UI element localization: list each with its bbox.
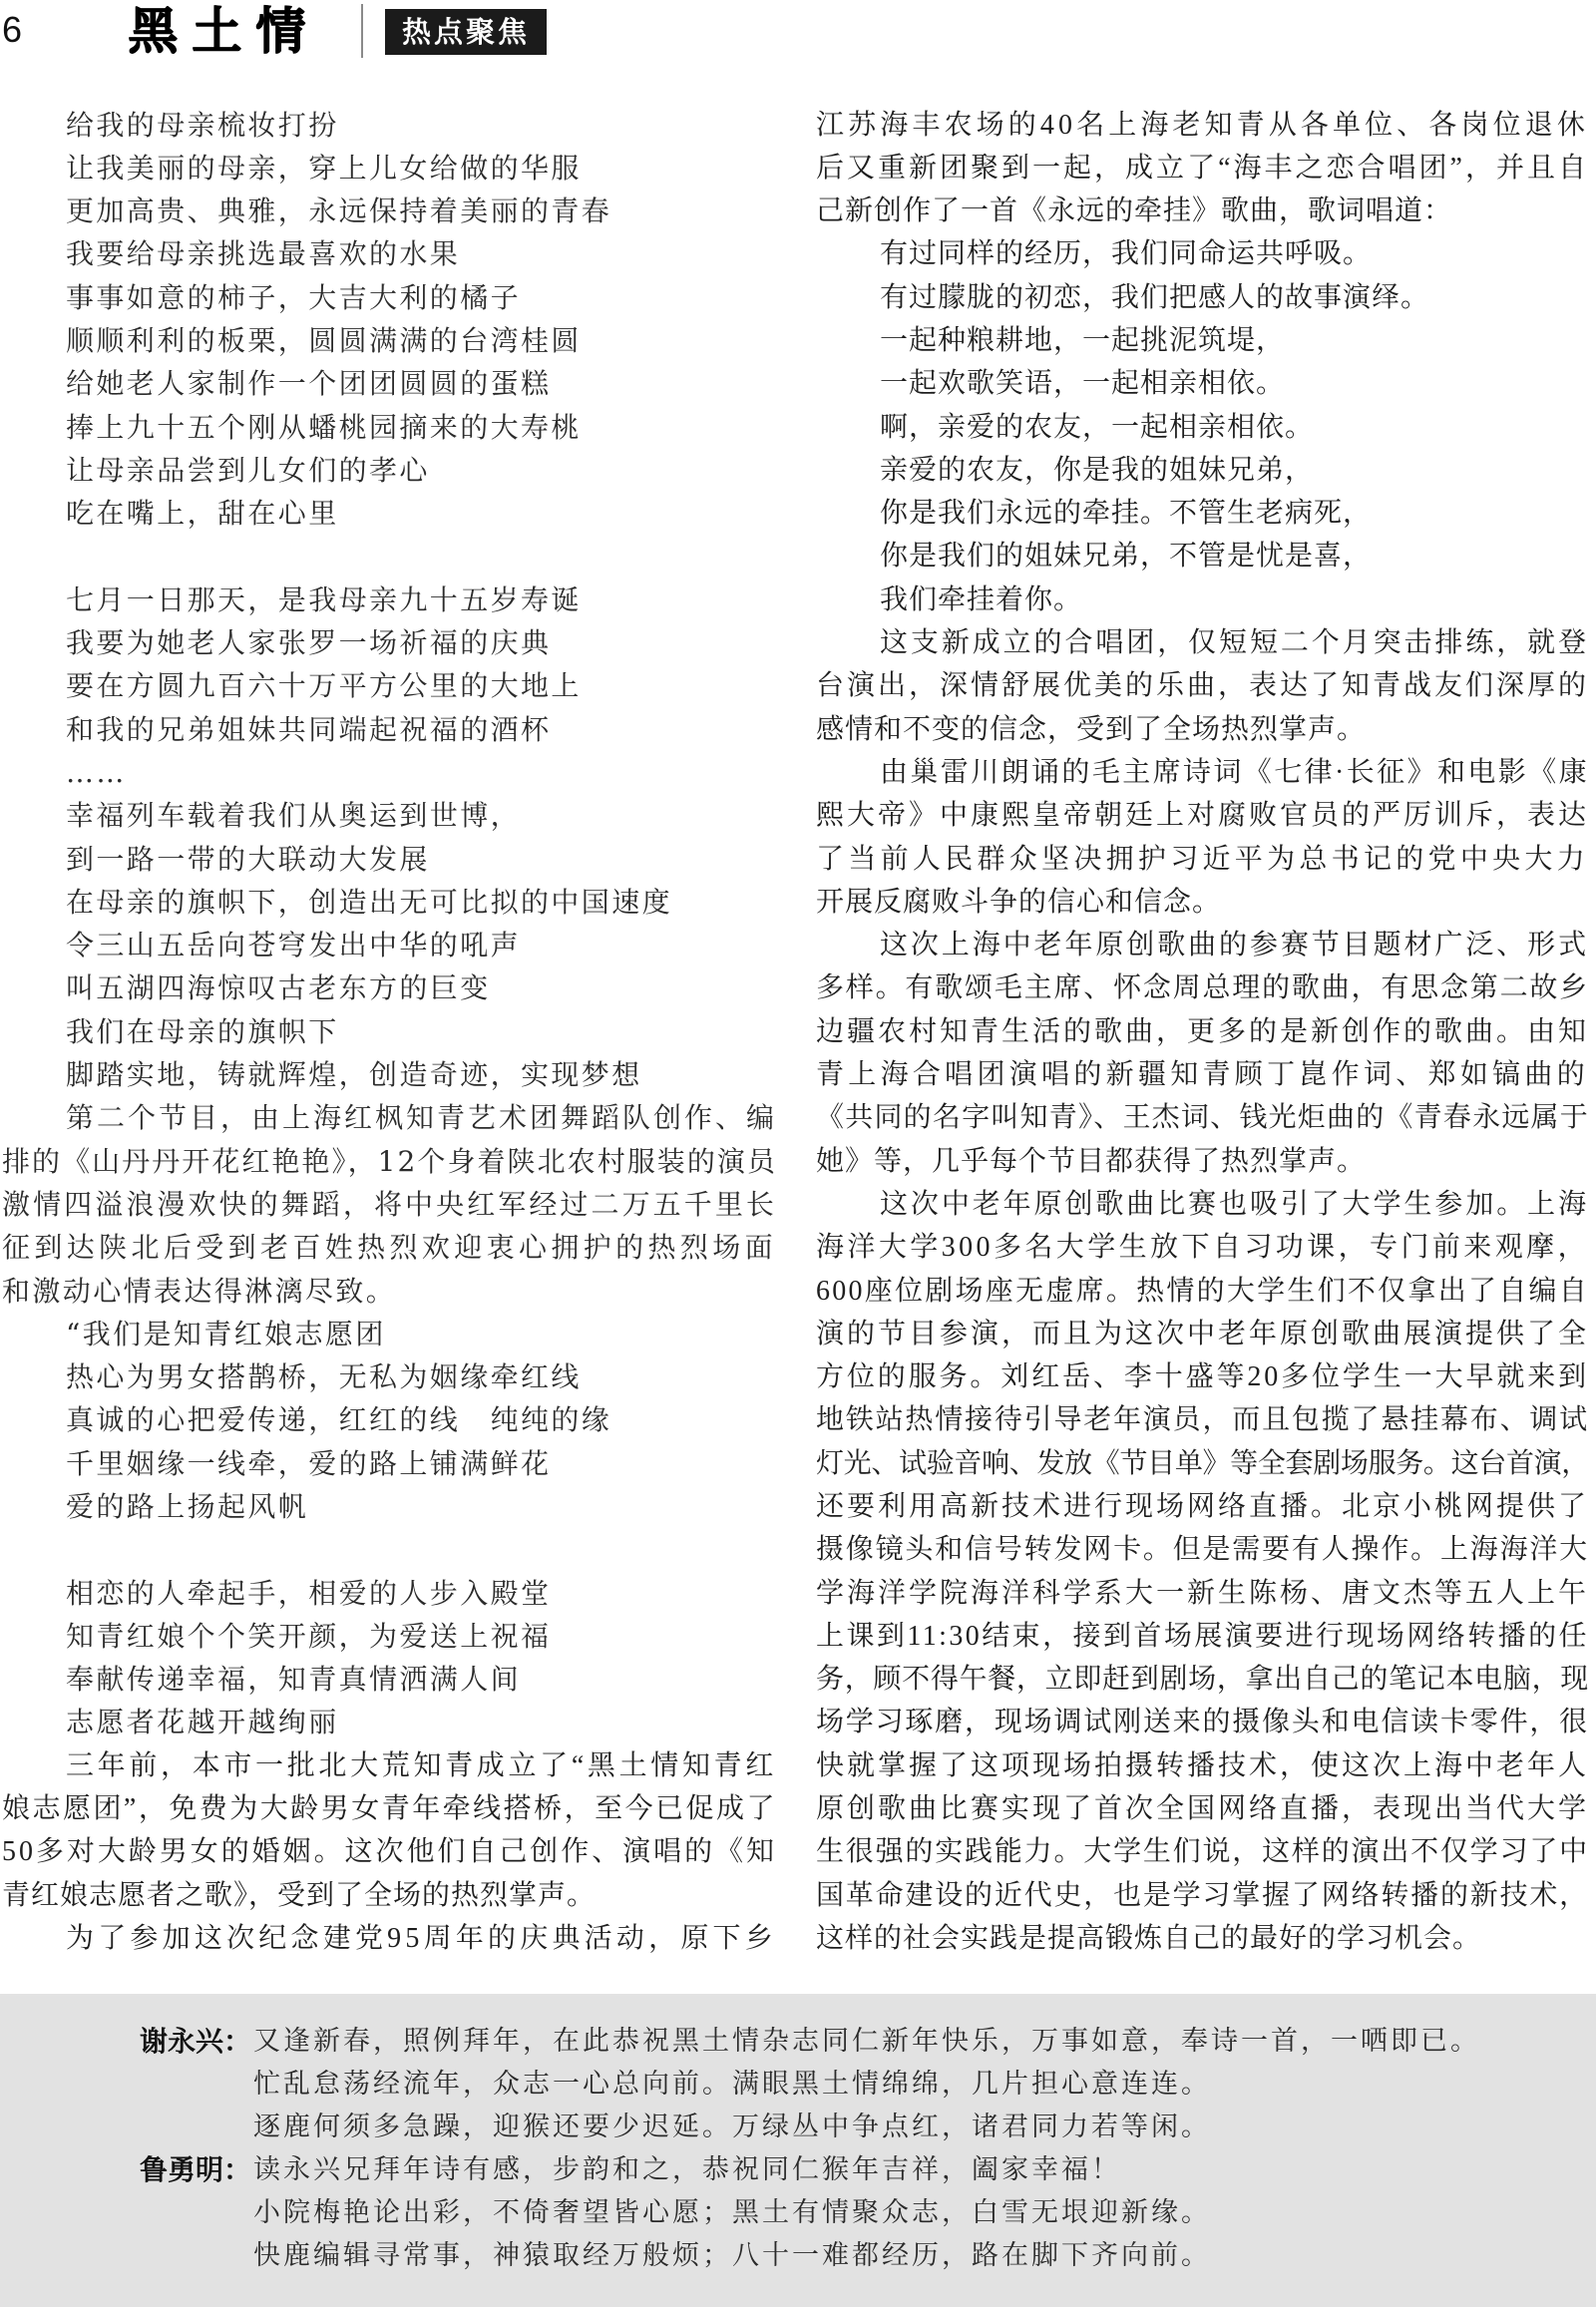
paragraph-line: 地铁站热情接待引导老年演员，而且包揽了悬挂幕布、调试 bbox=[816, 1404, 1589, 1436]
poem-line: 七月一日那天，是我母亲九十五岁寿诞 bbox=[66, 582, 582, 616]
poem-stanza bbox=[2, 578, 779, 1097]
greeting-poem bbox=[253, 2020, 1576, 2148]
paragraph-line: 了当前人民群众坚决拥护习近平为总书记的党中央大力 bbox=[816, 843, 1589, 875]
poem-line: 要在方圆九百六十万平方公里的大地上 bbox=[66, 669, 582, 703]
paragraph-line: 还要利用高新技术进行现场网络直播。北京小桃网提供了 bbox=[816, 1491, 1589, 1522]
article-paragraph bbox=[816, 621, 1591, 751]
header-divider bbox=[361, 4, 363, 58]
paragraph-line: 务，顾不得午餐，立即赶到剧场，拿出自己的笔记本电脑，现 bbox=[816, 1664, 1589, 1696]
poem-line: 给我的母亲梳妆打扮 bbox=[66, 108, 339, 142]
poem-line: 吃在嘴上，甜在心里 bbox=[66, 497, 339, 531]
article-paragraph bbox=[2, 1744, 779, 1917]
greeting-entry bbox=[140, 2148, 1576, 2277]
greeting-entry bbox=[140, 2020, 1576, 2148]
paragraph-line: 娘志愿团”，免费为大龄男女青年牵线搭桥，至今已促成了 bbox=[2, 1793, 777, 1825]
paragraph-line: 国革命建设的近代史，也是学习掌握了网络转播的新技术， bbox=[816, 1879, 1589, 1911]
paragraph-line: 灯光、试验音响、发放《节目单》等全套剧场服务。这台首演， bbox=[816, 1447, 1589, 1479]
paragraph-line: 方位的服务。刘红岳、李十盛等20多位学生一大早就来到 bbox=[816, 1361, 1589, 1393]
greeting-line: 小院梅艳论出彩，不倚奢望皆心愿；黑土有情聚众志，白雪无垠迎新缘。 bbox=[253, 2197, 1211, 2228]
lyric-line: 你是我们永远的牵挂。不管生老病死， bbox=[880, 498, 1373, 530]
right-column bbox=[816, 104, 1591, 1961]
poem-line: 幸福列车载着我们从奥运到世博， bbox=[66, 799, 522, 833]
paragraph-line: 生很强的实践能力。大学生们说，这样的演出不仅学习了中 bbox=[816, 1836, 1589, 1868]
lyric-line: 一起欢歌笑语，一起相亲相依。 bbox=[880, 368, 1286, 400]
poem-line: 脚踏实地，铸就辉煌，创造奇迹，实现梦想 bbox=[66, 1058, 642, 1092]
greeting-line: 逐鹿何须多急躁，迎猴还要少迟延。万绿丛中争点红，诸君同力若等闲。 bbox=[253, 2112, 1211, 2142]
paragraph-line: 多样。有歌颂毛主席、怀念周总理的歌曲，有思念第二故乡 bbox=[816, 972, 1589, 1004]
greeting-poem bbox=[253, 2148, 1576, 2277]
poem-line: 叫五湖四海惊叹古老东方的巨变 bbox=[66, 971, 491, 1005]
paragraph-line: 征到达陕北后受到老百姓热烈欢迎衷心拥护的热烈场面 bbox=[2, 1231, 777, 1265]
new-year-greetings-box bbox=[0, 1994, 1596, 2307]
magazine-logo: 黑土情 bbox=[128, 1, 319, 60]
paragraph-line: 为了参加这次纪念建党95周年的庆典活动，原下乡 bbox=[66, 1922, 777, 1954]
paragraph-line: 学海洋学院海洋科学系大一新生陈杨、唐文杰等五人上午 bbox=[816, 1577, 1589, 1609]
poem-line: 爱的路上扬起风帆 bbox=[66, 1490, 309, 1523]
lyric-line: 啊，亲爱的农友，一起相亲相依。 bbox=[880, 411, 1315, 443]
poem-line: 捧上九十五个刚从蟠桃园摘来的大寿桃 bbox=[66, 410, 582, 444]
author-name: 谢永兴： bbox=[140, 2025, 252, 2058]
article-paragraph bbox=[816, 751, 1591, 924]
poem-line: 让我美丽的母亲，穿上儿女给做的华服 bbox=[66, 151, 582, 185]
poem-line: 真诚的心把爱传递，红红的线 纯纯的缘 bbox=[66, 1403, 612, 1437]
poem-line: 事事如意的柿子，大吉大利的橘子 bbox=[66, 280, 522, 314]
poem-line: 我们在母亲的旗帜下 bbox=[66, 1014, 339, 1048]
paragraph-line: 和激动心情表达得淋漓尽致。 bbox=[2, 1274, 397, 1308]
author-name: 鲁勇明： bbox=[140, 2153, 252, 2186]
poem-line: 千里姻缘一线牵，爱的路上铺满鲜花 bbox=[66, 1446, 552, 1480]
greetings-list bbox=[140, 2020, 1576, 2277]
poem-line: 和我的兄弟姐妹共同端起祝福的酒杯 bbox=[66, 712, 552, 746]
paragraph-line: 这次上海中老年原创歌曲的参赛节目题材广泛、形式 bbox=[880, 930, 1589, 961]
poem-line: 到一路一带的大联动大发展 bbox=[66, 842, 430, 876]
lyric-line: 有过同样的经历，我们同命运共呼吸。 bbox=[880, 238, 1373, 270]
article-paragraph bbox=[816, 1183, 1591, 1960]
poem-stanza bbox=[2, 1313, 779, 1528]
paragraph-line: 海洋大学300多名大学生放下自习功课，专门前来观摩， bbox=[816, 1232, 1589, 1264]
poem-line: 我要为她老人家张罗一场祈福的庆典 bbox=[66, 626, 552, 660]
paragraph-line: 上课到11:30结束，接到首场展演要进行现场网络转播的任 bbox=[816, 1620, 1589, 1652]
poem-line: 奉献传递幸福，知青真情洒满人间 bbox=[66, 1663, 522, 1697]
paragraph-line: 青上海合唱团演唱的新疆知青顾丁崑作词、郑如镐曲的 bbox=[816, 1059, 1589, 1091]
left-column bbox=[2, 104, 779, 1961]
lyric-line: 亲爱的农友，你是我的姐妹兄弟， bbox=[880, 454, 1315, 486]
paragraph-line: 《共同的名字叫知青》、王杰词、钱光炬曲的《青春永远属于 bbox=[816, 1102, 1589, 1134]
paragraph-line: 原创歌曲比赛实现了首次全国网络直播，表现出当代大学 bbox=[816, 1793, 1589, 1825]
paragraph-line: 边疆农村知青生活的歌曲，更多的是新创作的歌曲。由知 bbox=[816, 1015, 1589, 1047]
poem-line: 热心为男女搭鹊桥，无私为姻缘牵红线 bbox=[66, 1360, 582, 1394]
paragraph-line: 50多对大龄男女的婚姻。这次他们自己创作、演唱的《知 bbox=[2, 1836, 777, 1868]
paragraph-line: 这样的社会实践是提高锻炼自己的最好的学习机会。 bbox=[816, 1922, 1482, 1954]
paragraph-line: 摄像镜头和信号转发网卡。但是需要有人操作。上海海洋大 bbox=[816, 1534, 1589, 1566]
paragraph-line: 熙大帝》中康熙皇帝朝廷上对腐败官员的严厉训斥，表达 bbox=[816, 800, 1589, 832]
poem-line: …… bbox=[66, 755, 127, 789]
paragraph-line: 快就掌握了这项现场拍摄转播技术，使这次上海中老年人 bbox=[816, 1749, 1589, 1781]
greeting-line: 忙乱怠荡经流年，众志一心总向前。满眼黑土情绵绵，几片担心意连连。 bbox=[253, 2069, 1211, 2100]
greeting-line: 快鹿编辑寻常事，神猿取经万般烦；八十一难都经历，路在脚下齐向前。 bbox=[253, 2240, 1211, 2271]
lyric-line: 我们牵挂着你。 bbox=[880, 583, 1083, 615]
lyric-line: 有过朦胧的初恋，我们把感人的故事演绎。 bbox=[880, 281, 1430, 313]
article-paragraph bbox=[816, 924, 1591, 1183]
stanza-break bbox=[2, 535, 779, 577]
paragraph-line: 由巢雷川朗诵的毛主席诗词《七律·长征》和电影《康 bbox=[880, 756, 1589, 788]
section-tag: 热点聚焦 bbox=[385, 9, 547, 55]
greeting-line: 读永兴兄拜年诗有感，步韵和之，恭祝同仁猴年吉祥，阖家幸福！ bbox=[253, 2154, 1121, 2185]
poem-line: 志愿者花越开越绚丽 bbox=[66, 1706, 339, 1739]
poem-stanza bbox=[2, 104, 779, 536]
paragraph-line: 演的节目参演，而且为这次中老年原创歌曲展演提供了全 bbox=[816, 1318, 1589, 1349]
poem-line: “我们是知青红娘志愿团 bbox=[66, 1317, 386, 1350]
paragraph-line: 开展反腐败斗争的信心和信念。 bbox=[816, 886, 1222, 918]
poem-line: 顺顺利利的板栗，圆圆满满的台湾桂圆 bbox=[66, 323, 582, 357]
paragraph-line: 三年前，本市一批北大荒知青成立了“黑土情知青红 bbox=[66, 1749, 777, 1781]
poem-line: 相恋的人牵起手，相爱的人步入殿堂 bbox=[66, 1576, 552, 1610]
paragraph-line: 感情和不变的信念，受到了全场热烈掌声。 bbox=[816, 713, 1367, 745]
paragraph-line: 她》等，几乎每个节目都获得了热烈掌声。 bbox=[816, 1145, 1367, 1177]
article-paragraph bbox=[2, 1096, 779, 1312]
paragraph-line: 第二个节目，由上海红枫知青艺术团舞蹈队创作、编 bbox=[66, 1101, 777, 1135]
paragraph-line: 台演出，深情舒展优美的乐曲，表达了知青战友们深厚的 bbox=[816, 670, 1589, 702]
greeting-line: 又逢新春，照例拜年，在此恭祝黑土情杂志同仁新年快乐，万事如意，奉诗一首，一哂即已。 bbox=[253, 2026, 1480, 2057]
article-paragraph bbox=[2, 1917, 779, 1960]
paragraph-line: 场学习琢磨，现场调试刚送来的摄像头和电信读卡零件，很 bbox=[816, 1707, 1589, 1738]
page-number: 6 bbox=[2, 9, 23, 50]
paragraph-line: 后又重新团聚到一起，成立了“海丰之恋合唱团”，并且自 bbox=[816, 152, 1589, 184]
poem-line: 在母亲的旗帜下，创造出无可比拟的中国速度 bbox=[66, 885, 673, 919]
poem-stanza bbox=[2, 1572, 779, 1744]
poem-line: 令三山五岳向苍穹发出中华的吼声 bbox=[66, 929, 522, 962]
poem-line: 让母亲品尝到儿女们的孝心 bbox=[66, 453, 430, 487]
paragraph-line: 激情四溢浪漫欢快的舞蹈，将中央红军经过二万五千里长 bbox=[2, 1187, 777, 1221]
poem-line: 知青红娘个个笑开颜，为爱送上祝福 bbox=[66, 1619, 552, 1653]
paragraph-line: 这支新成立的合唱团，仅短短二个月突击排练，就登 bbox=[880, 627, 1589, 659]
paragraph-line: 这次中老年原创歌曲比赛也吸引了大学生参加。上海 bbox=[880, 1188, 1589, 1220]
stanza-break bbox=[2, 1528, 779, 1571]
song-lyrics bbox=[816, 232, 1591, 621]
paragraph-line: 青红娘志愿者之歌》，受到了全场的热烈掌声。 bbox=[2, 1879, 597, 1911]
paragraph-line: 排的《山丹丹开花红艳艳》，12个身着陕北农村服装的演员 bbox=[2, 1144, 777, 1178]
lyric-line: 一起种粮耕地，一起挑泥筑堤， bbox=[880, 324, 1286, 356]
poem-line: 给她老人家制作一个团团圆圆的蛋糕 bbox=[66, 367, 552, 401]
paragraph-line: 600座位剧场座无虚席。热情的大学生们不仅拿出了自编自 bbox=[816, 1275, 1589, 1307]
paragraph-line: 己新创作了一首《永远的牵挂》歌曲，歌词唱道： bbox=[816, 195, 1453, 227]
poem-line: 更加高贵、典雅，永远保持着美丽的青春 bbox=[66, 194, 612, 228]
article-paragraph bbox=[816, 104, 1591, 233]
poem-line: 我要给母亲挑选最喜欢的水果 bbox=[66, 237, 461, 271]
paragraph-line: 江苏海丰农场的40名上海老知青从各单位、各岗位退休 bbox=[816, 109, 1589, 141]
lyric-line: 你是我们的姐妹兄弟，不管是忧是喜， bbox=[880, 541, 1373, 573]
